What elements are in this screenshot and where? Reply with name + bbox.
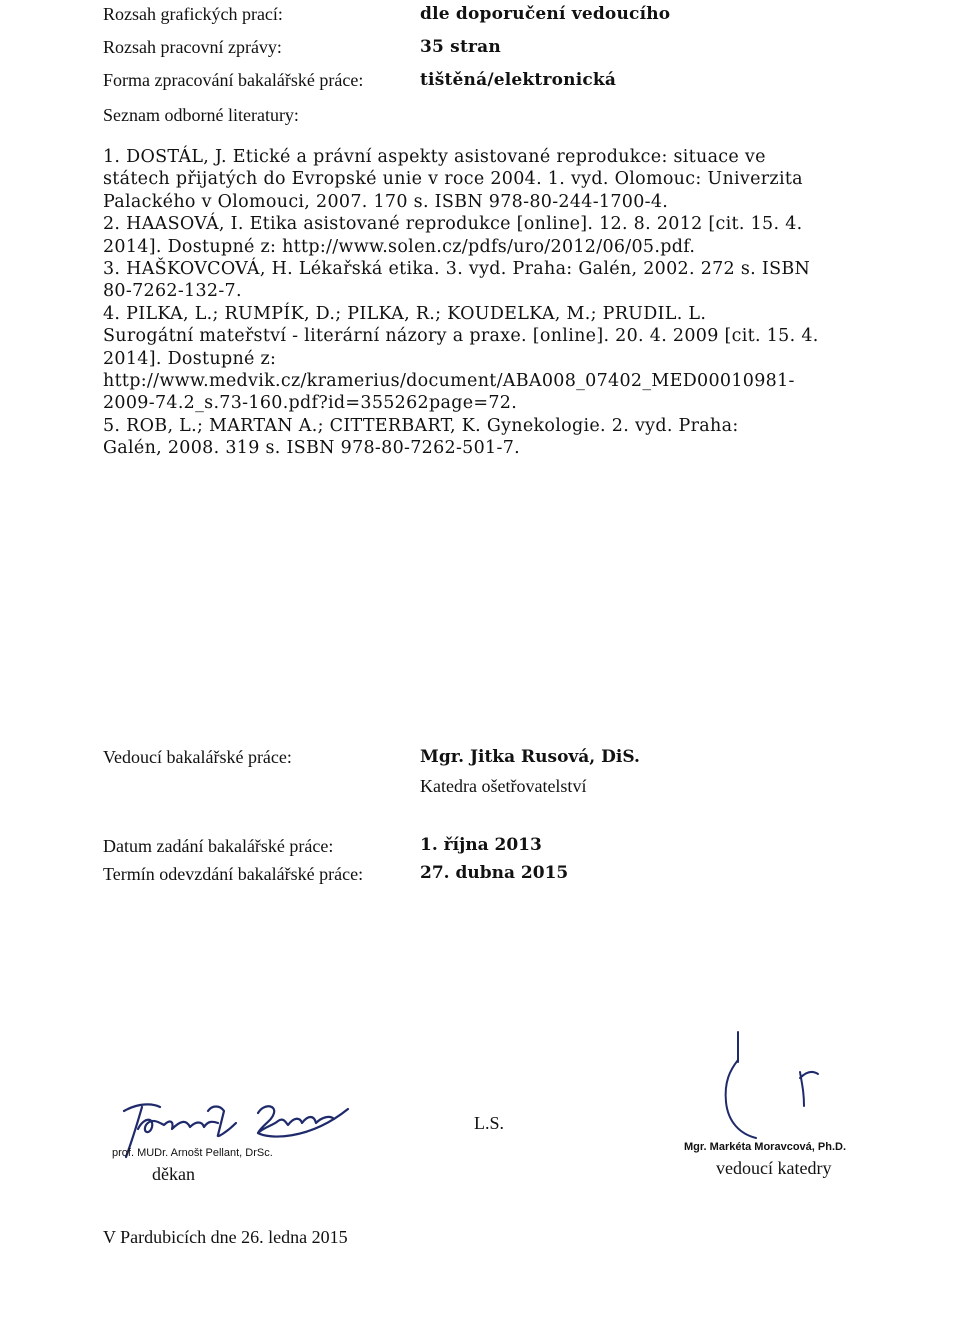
reference-line: 1. DOSTÁL, J. Etické a právní aspekty asistované reprodukce: situace ve [103,147,766,167]
thesis-form-label: Forma zpracování bakalářské práce: [103,70,364,90]
reference-item [103,303,883,415]
department-head-caption: Mgr. Markéta Moravcová, Ph.D. [684,1141,846,1153]
department-head-role: vedoucí katedry [716,1158,832,1178]
reference-line: 2009-74.2_s.73-160.pdf?id=355262page=72. [103,393,518,414]
reference-line: státech přijatých do Evropské unie v roce 2004. 1. vyd. Olomouc: Univerzita [103,169,803,190]
due-date-value: 27. dubna 2015 [420,863,569,883]
assigned-date-label: Datum zadání bakalářské práce: [103,836,334,856]
reference-line: 2014]. Dostupné z: [103,348,277,369]
dean-role: děkan [152,1164,195,1184]
reference-line: Galén, 2008. 319 s. ISBN 978-80-7262-501-7. [103,438,520,459]
reference-list [103,146,883,460]
reference-line: 2014]. Dostupné z: http://www.solen.cz/pdfs/uro/2012/06/05.pdf. [103,236,696,257]
assigned-date-value: 1. října 2013 [420,835,542,855]
place-date: V Pardubicích dne 26. ledna 2015 [103,1227,348,1247]
report-scope-value: 35 stran [420,37,501,57]
reference-item [103,415,883,460]
literature-label: Seznam odborné literatury: [103,105,299,125]
thesis-form-value: tištěná/elektronická [420,70,617,90]
reference-line: Surogátní mateřství - literární názory a praxe. [online]. 20. 4. 2009 [cit. 15. 4. [103,326,819,347]
reference-line: 5. ROB, L.; MARTAN A.; CITTERBART, K. Gynekologie. 2. vyd. Praha: [103,415,739,436]
due-date-label: Termín odevzdání bakalářské práce: [103,864,364,884]
graphics-scope-label: Rozsah grafických prací: [103,4,283,24]
reference-line: 80-7262-132-7. [103,281,242,302]
reference-item [103,213,883,258]
reference-line: Palackého v Olomouci, 2007. 170 s. ISBN 978-80-244-1700-4. [103,191,669,212]
reference-item [103,146,883,213]
reference-item [103,258,883,303]
graphics-scope-value: dle doporučení vedoucího [420,4,671,24]
reference-line: 3. HAŠKOVCOVÁ, H. Lékařská etika. 3. vyd. Praha: Galén, 2002. 272 s. ISBN [103,259,811,280]
dean-caption: prof. MUDr. Arnošt Pellant, DrSc. [112,1147,273,1159]
seal-mark: L.S. [474,1113,505,1133]
supervisor-label: Vedoucí bakalářské práce: [103,747,292,767]
reference-line: 2. HAASOVÁ, I. Etika asistované reprodukce [online]. 12. 8. 2012 [cit. 15. 4. [103,214,803,235]
supervisor-name: Mgr. Jitka Rusová, DiS. [420,747,640,767]
reference-line: http://www.medvik.cz/kramerius/document/ABA008_07402_MED00010981- [103,371,795,392]
report-scope-label: Rozsah pracovní zprávy: [103,37,282,57]
department-head-signature [700,1022,840,1152]
reference-line: 4. PILKA, L.; RUMPÍK, D.; PILKA, R.; KOUDELKA, M.; PRUDIL. L. [103,303,707,324]
supervisor-department: Katedra ošetřovatelství [420,776,587,796]
